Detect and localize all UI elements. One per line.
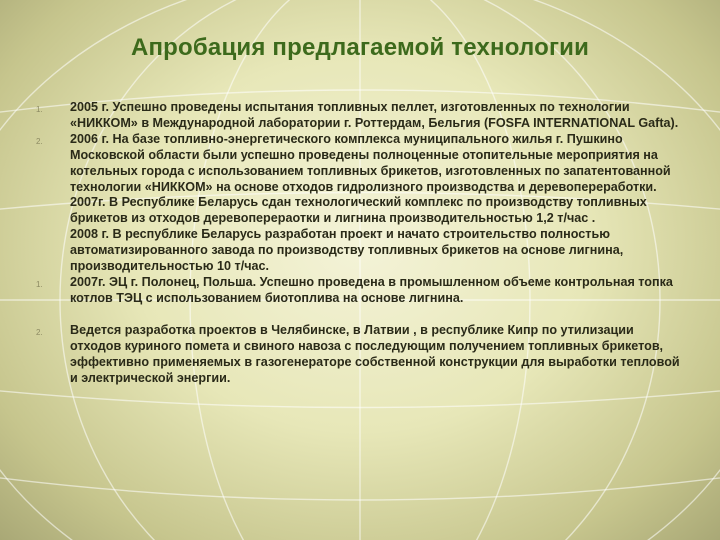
list-number: 1. — [36, 279, 43, 289]
list-item-text: 2006 г. На базе топливно-энергетического комплекса муниципального жилья г. Пушкино Московской области были успешно проведены полноценные отопительные мероприятия на котельных города с использованием топливных брикетов, изготовленных по запатентованной технологии «НИККОМ» на основе отходов гидролизного производства и деревопереработки. — [70, 131, 671, 194]
list-item — [28, 195, 688, 227]
slide-title: Апробация предлагаемой технологии — [130, 34, 590, 61]
list-item-text: 2007г. ЭЦ г. Полонец, Польша. Успешно проведена в промышленном объеме контрольная топка котлов ТЭЦ с использованием биотоплива на основе лигнина. — [70, 274, 673, 305]
list-item-text: 2007г. В Республике Беларусь сдан технологический комплекс по производству топливных брикетов из отходов деревоперераотки и лигнина производительностью 1,2 т/час . — [70, 195, 647, 226]
list-item — [28, 275, 688, 307]
list-item — [28, 227, 688, 275]
spacer — [28, 307, 688, 323]
list-item-text: 2008 г. В республике Беларусь разработан проект и начато строительство полностью автоматизированного завода по производству топливных брикетов на основе лигнина, производительностью 10 т/час. — [70, 227, 624, 274]
list-number: 1. — [36, 105, 43, 114]
list-item — [28, 132, 688, 196]
list-number: 2. — [36, 327, 43, 337]
content-list — [28, 100, 688, 386]
list-item-text: 2005 г. Успешно проведены испытания топливных пеллет, изготовленных по технологии «НИККОМ» в Международной лаборатории г. Роттердам, Бельгия (FOSFA INTERNATIONAL Gafta). — [70, 100, 679, 130]
list-item-text: Ведется разработка проектов в Челябинске, в Латвии , в республике Кипр по утилизации отходов куриного помета и свиного навоза с последующим получением топливных брикетов, эффективно применяемых в газогенераторе собственной конструкции для выработки тепловой и электрической энергии. — [70, 322, 680, 385]
list-number: 2. — [36, 136, 43, 146]
list-item — [28, 323, 688, 387]
list-item — [28, 100, 688, 132]
